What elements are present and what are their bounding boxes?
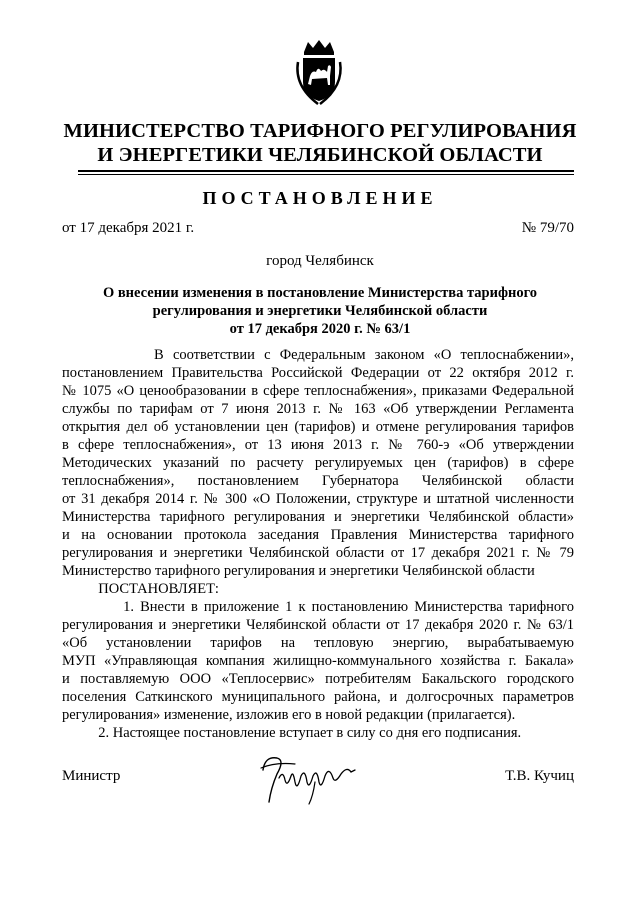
body-line: регулирования и энергетики Челябинской области от 17 декабря 2021 г. № 79 <box>62 545 574 561</box>
ministry-name-line-2: И ЭНЕРГЕТИКИ ЧЕЛЯБИНСКОЙ ОБЛАСТИ <box>97 144 543 166</box>
item-line: 1. Внести в приложение 1 к постановлению Министерства тарифного <box>62 599 574 615</box>
body-line: Министерства тарифного регулирования и энергетики Челябинской области» <box>62 509 574 525</box>
subject-line: от 17 декабря 2020 г. № 63/1 <box>229 321 411 337</box>
body-line: в сфере теплоснабжения», от 13 июня 2013 г. № 760-э «Об утверждении <box>62 437 574 453</box>
handwritten-signature <box>255 748 375 808</box>
body-line: № 1075 «О ценообразовании в сфере теплоснабжения», приказами Федеральной <box>62 383 574 399</box>
body-line: теплоснабжения», постановлением Губернатора Челябинской области <box>62 473 574 489</box>
subject-line: О внесении изменения в постановление Министерства тарифного <box>102 285 538 301</box>
item-line: регулирования и энергетики Челябинской области от 17 декабря 2020 г. № 63/1 <box>62 617 574 633</box>
item-line: и поставляемую ООО «Теплосервис» потребителям Бакальского городского <box>62 671 574 687</box>
item-line: МУП «Управляющая компания жилищно-коммунального хозяйства г. Бакала» <box>62 653 574 669</box>
resolves-line: ПОСТАНОВЛЯЕТ: <box>62 581 219 597</box>
document-number: № 79/70 <box>521 220 574 236</box>
body-line: и на основании протокола заседания Правления Министерства тарифного <box>62 527 574 543</box>
item-line: регулирования» изменение, изложив его в новой редакции (прилагается). <box>62 707 516 723</box>
body-line: постановлением Правительства Российской Федерации от 22 октября 2012 г. <box>62 365 574 381</box>
header-divider-thick <box>78 170 574 172</box>
document-body <box>62 346 574 742</box>
body-line: Методических указаний по расчету регулируемых цен (тарифов) в сфере <box>62 455 574 471</box>
signer-name: Т.В. Кучиц <box>505 768 574 784</box>
ministry-name-line-1: МИНИСТЕРСТВО ТАРИФНОГО РЕГУЛИРОВАНИЯ <box>63 120 577 142</box>
item-line: поселения Саткинского муниципального района, и долгосрочных параметров <box>62 689 574 705</box>
body-line: В соответствии с Федеральным законом «О теплоснабжении», <box>62 347 574 363</box>
item-line: «Об установлении тарифов на тепловую энергию, вырабатываемую <box>62 635 574 651</box>
item-line: 2. Настоящее постановление вступает в силу со дня его подписания. <box>62 725 522 741</box>
subject-line: регулирования и энергетики Челябинской области <box>152 303 488 319</box>
document-city: город Челябинск <box>266 253 374 269</box>
body-line: Министерство тарифного регулирования и энергетики Челябинской области <box>62 563 535 579</box>
body-line: от 31 декабря 2014 г. № 300 «О Положении, структуре и штатной численности <box>62 491 574 507</box>
signer-role: Министр <box>62 768 121 784</box>
body-line: открытия дел об установлении цен (тарифов) и отмене регулирования тарифов <box>62 419 574 435</box>
body-line: службы по тарифам от 7 июня 2013 г. № 163 «Об утверждении Регламента <box>62 401 574 417</box>
header-divider-thin <box>78 174 574 175</box>
document-title: ПОСТАНОВЛЕНИЕ <box>202 188 438 208</box>
coat-of-arms-icon <box>290 38 348 108</box>
document-date: от 17 декабря 2021 г. <box>62 220 195 236</box>
document-subject <box>60 284 580 338</box>
